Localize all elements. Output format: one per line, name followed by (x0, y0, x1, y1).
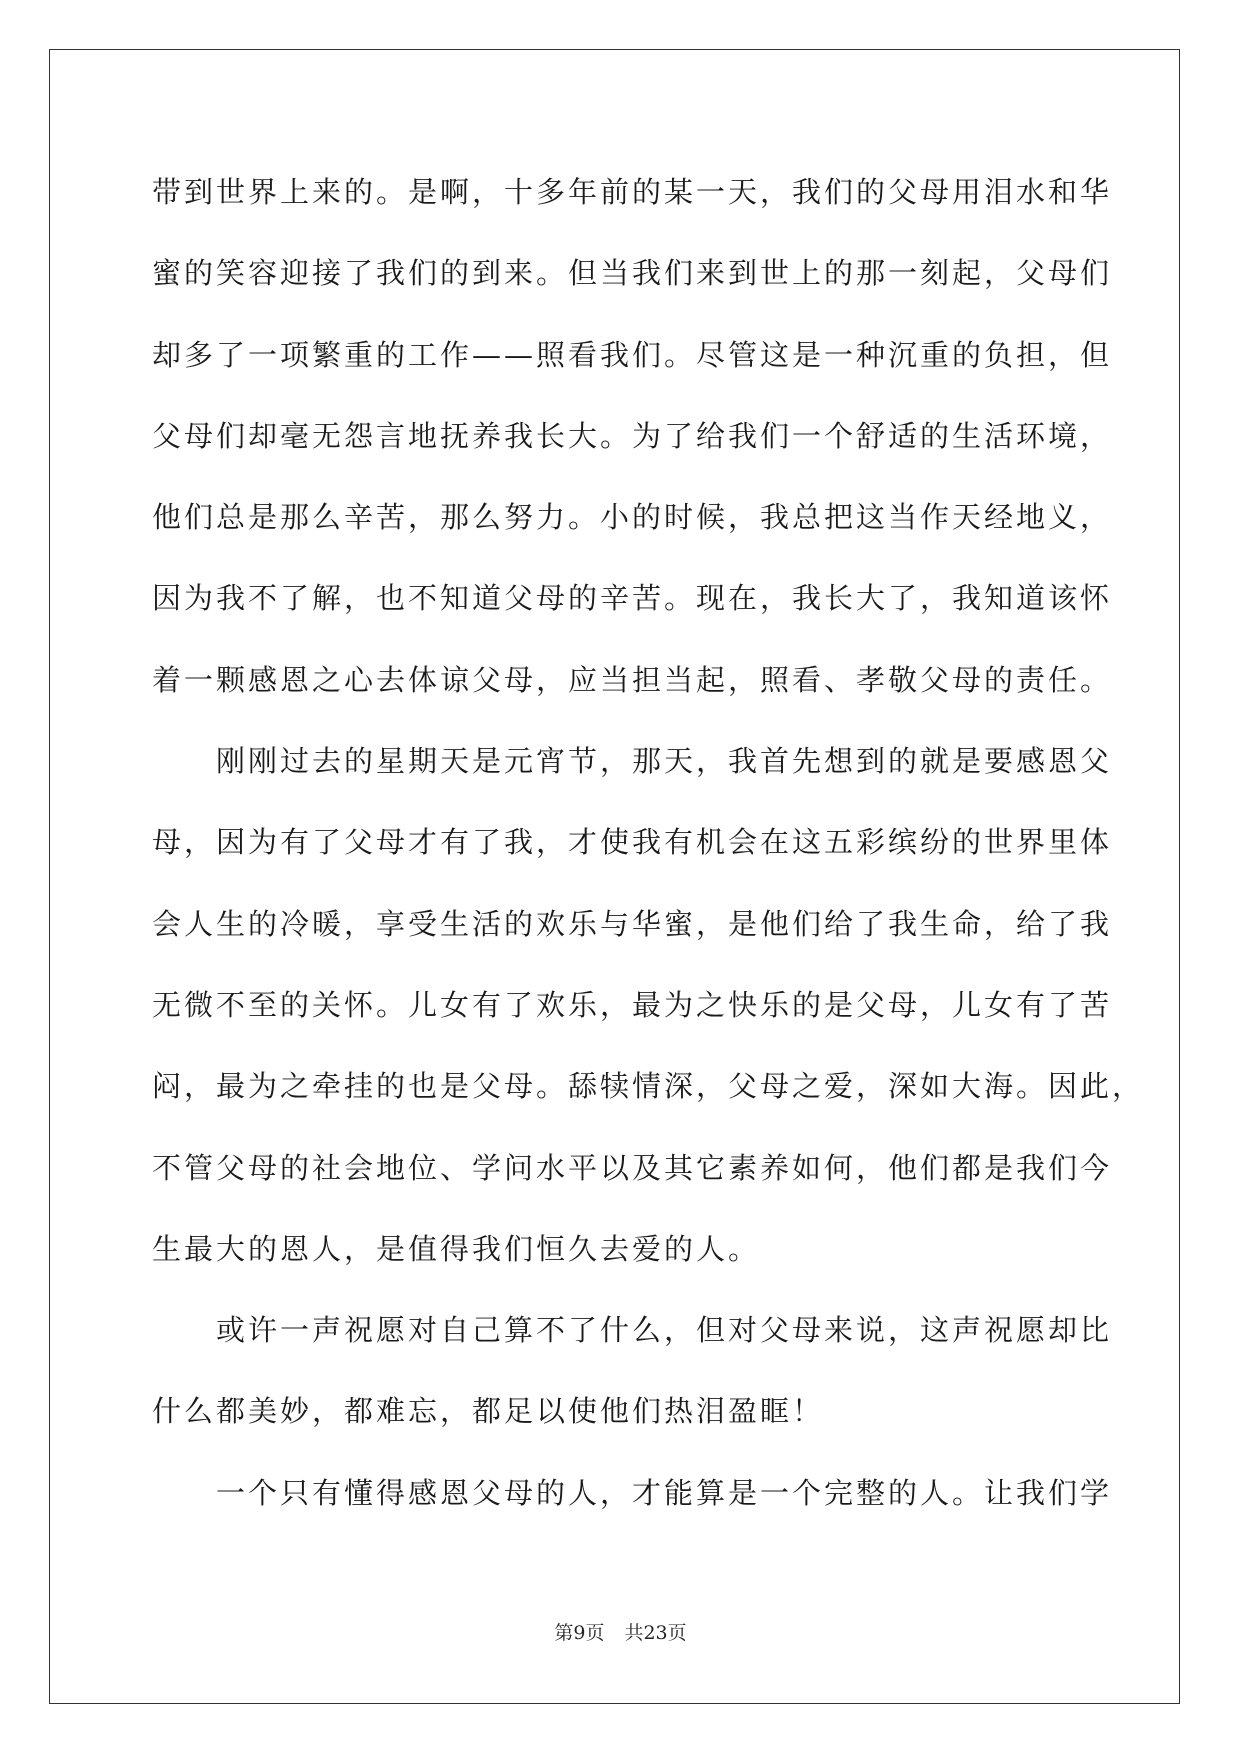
page-footer (0, 1618, 1241, 1645)
text-line: 闷，最为之牵挂的也是父母。舔犊情深，父母之爱，深如大海。因此， (152, 1069, 1145, 1104)
text-line: 不管父母的社会地位、学问水平以及其它素养如何，他们都是我们今 (152, 1150, 1113, 1185)
paragraph-start-line: 刚刚过去的星期天是元宵节，那天，我首先想到的就是要感恩父 (216, 744, 1113, 779)
text-line: 会人生的冷暖，享受生活的欢乐与华蜜，是他们给了我生命，给了我 (152, 906, 1113, 941)
text-line: 无微不至的关怀。儿女有了欢乐，最为之快乐的是父母，儿女有了苦 (152, 987, 1113, 1022)
paragraph-start-line: 或许一声祝愿对自己算不了什么，但对父母来说，这声祝愿却比 (216, 1313, 1113, 1348)
text-line: 着一颗感恩之心去体谅父母，应当担当起，照看、孝敬父母的责任。 (152, 662, 1113, 697)
text-line: 因为我不了解，也不知道父母的辛苦。现在，我长大了，我知道该怀 (152, 581, 1113, 616)
text-line: 什么都美妙，都难忘，都足以使他们热泪盈眶！ (152, 1394, 825, 1429)
text-line: 带到世界上来的。是啊，十多年前的某一天，我们的父母用泪水和华 (152, 175, 1113, 209)
text-line: 他们总是那么辛苦，那么努力。小的时候，我总把这当作天经地义， (152, 500, 1113, 535)
text-line: 蜜的笑容迎接了我们的到来。但当我们来到世上的那一刻起，父母们 (152, 256, 1113, 291)
text-line: 母，因为有了父母才有了我，才使我有机会在这五彩缤纷的世界里体 (152, 825, 1113, 860)
text-line: 却多了一项繁重的工作——照看我们。尽管这是一种沉重的负担，但 (152, 337, 1113, 372)
page-total: 共23页 (624, 1622, 687, 1644)
page-number: 第9页 (554, 1622, 605, 1644)
text-line: 父母们却毫无怨言地抚养我长大。为了给我们一个舒适的生活环境， (152, 418, 1113, 453)
paragraph-start-line: 一个只有懂得感恩父母的人，才能算是一个完整的人。让我们学 (216, 1475, 1113, 1510)
text-line: 生最大的恩人，是值得我们恒久去爱的人。 (152, 1231, 761, 1266)
body-text (152, 152, 1145, 1534)
